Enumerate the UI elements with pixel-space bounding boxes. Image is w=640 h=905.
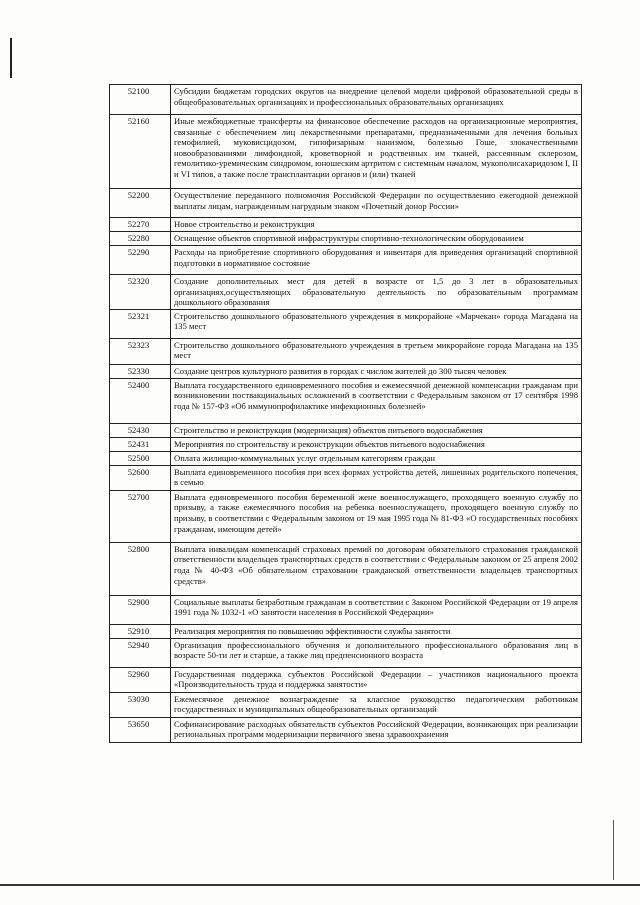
row-code: 52940 xyxy=(110,638,171,667)
table-row xyxy=(110,692,582,717)
budget-codes-table xyxy=(109,84,582,743)
row-description: Софинансирование расходных обязательств субъектов Российской Федерации, возникающих при реализации региональных программ модернизации первичного звена здравоохранения xyxy=(171,717,582,742)
table-row xyxy=(110,378,582,423)
row-code: 52500 xyxy=(110,451,171,465)
table-row xyxy=(110,423,582,437)
row-description: Создание центров культурного развития в городах с числом жителей до 300 тысяч человек xyxy=(171,364,582,378)
row-code: 52800 xyxy=(110,542,171,595)
table-row xyxy=(110,246,582,275)
row-code: 52321 xyxy=(110,309,171,338)
table-row xyxy=(110,624,582,638)
row-code: 52280 xyxy=(110,232,171,246)
row-description: Иные межбюджетные трансферты на финансовое обеспечение расходов на организационные мероприятия, связанные с обеспечением лиц лекарственными препаратами, предназначенными для лечения больных гемофилией, муковисцидозом, гипофизарным нанизмом, болезнью Гоше, злокачественными новообразованиями лимфоидной, кроветворной и родственных им тканей, рассеянным склерозом, гемолитико-уремическим синдромом, юношеским артритом с системным началом, мукополисахаридозом I, II и VI типов, а также после трансплантации органов и (или) тканей xyxy=(171,115,582,189)
row-description: Социальные выплаты безработным гражданам в соответствии с Законом Российской Федерации от 19 апреля 1991 года № 1032-1 «О занятости населения в Российской Федерации» xyxy=(171,595,582,624)
table-row xyxy=(110,451,582,465)
table-row xyxy=(110,364,582,378)
table-row xyxy=(110,638,582,667)
table-row xyxy=(110,595,582,624)
scan-edge-line xyxy=(613,820,614,880)
table-row xyxy=(110,275,582,310)
row-description: Ежемесячное денежное вознаграждение за классное руководство педагогическим работникам государственных и муниципальных общеобразовательных организаций xyxy=(171,692,582,717)
row-code: 52910 xyxy=(110,624,171,638)
row-code: 52160 xyxy=(110,115,171,189)
row-description: Строительство и реконструкция (модернизация) объектов питьевого водоснабжения xyxy=(171,423,582,437)
table-row xyxy=(110,542,582,595)
table-row xyxy=(110,85,582,115)
row-code: 52323 xyxy=(110,338,171,364)
table-row xyxy=(110,218,582,232)
table-row xyxy=(110,717,582,742)
row-code: 52700 xyxy=(110,490,171,542)
row-description: Реализация мероприятия по повышению эффективности службы занятости xyxy=(171,624,582,638)
table-row xyxy=(110,115,582,189)
table-row xyxy=(110,309,582,338)
row-code: 52200 xyxy=(110,189,171,218)
row-description: Мероприятия по строительству и реконструкции объектов питьевого водоснабжения xyxy=(171,437,582,451)
row-description: Выплата инвалидам компенсаций страховых премий по договорам обязательного страхования гражданской ответственности владельцев транспортных средств в соответствии с Федеральным законом от 25 апреля 2002 года № 40-ФЗ «Об обязательном страховании гражданской ответственности владельцев транспортных средств» xyxy=(171,542,582,595)
row-description: Государственная поддержка субъектов Российской Федерации – участников национального проекта «Производительность труда и поддержка занятости» xyxy=(171,667,582,692)
row-description: Организация профессионального обучения и дополнительного профессионального образования лиц в возрасте 50-ти лет и старше, а также лиц предпенсионного возраста xyxy=(171,638,582,667)
row-code: 52900 xyxy=(110,595,171,624)
row-description: Выплата единовременного пособия при всех формах устройства детей, лишенных родительского попечения, в семью xyxy=(171,465,582,490)
row-code: 52430 xyxy=(110,423,171,437)
row-description: Создание дополнительных мест для детей в возрасте от 1,5 до 3 лет в образовательных организациях,осуществляющих образовательную деятельность по образовательным программам дошкольного образования xyxy=(171,275,582,310)
table-row xyxy=(110,490,582,542)
row-description: Оплата жилищно-коммунальных услуг отдельным категориям граждан xyxy=(171,451,582,465)
table-row xyxy=(110,667,582,692)
table-row xyxy=(110,338,582,364)
row-description: Оснащение объектов спортивной инфраструктуры спортивно-технологическим оборудованием xyxy=(171,232,582,246)
row-description: Осуществление переданного полномочия Российской Федерации по осуществлению ежегодной денежной выплаты лицам, награжденным нагрудным знаком «Почетный донор России» xyxy=(171,189,582,218)
row-code: 52270 xyxy=(110,218,171,232)
row-description: Выплата государственного единовременного пособия и ежемесячной денежной компенсации гражданам при возникновении поствакцинальных осложнений в соответствии с Федеральным законом от 17 сентября 1998 года № 157-ФЗ «Об иммунопрофилактике инфекционных болезней» xyxy=(171,378,582,423)
table-row xyxy=(110,189,582,218)
row-description: Строительство дошкольного образовательного учреждения в микрорайоне «Марчекан» города Магадана на 135 мест xyxy=(171,309,582,338)
row-code: 52431 xyxy=(110,437,171,451)
row-code: 52330 xyxy=(110,364,171,378)
table-row xyxy=(110,437,582,451)
row-description: Новое строительство и реконструкция xyxy=(171,218,582,232)
row-code: 52400 xyxy=(110,378,171,423)
scan-bottom-line xyxy=(0,884,640,886)
row-description: Выплата единовременного пособия беременной жене военнослужащего, проходящего военную службу по призыву, а также ежемесячного пособия на ребенка военнослужащего, проходящего военную службу по призыву, в соответствии с Федеральным законом от 19 мая 1995 года № 81-ФЗ «О государственных пособиях гражданам, имеющим детей» xyxy=(171,490,582,542)
row-code: 52290 xyxy=(110,246,171,275)
row-code: 52600 xyxy=(110,465,171,490)
row-code: 53650 xyxy=(110,717,171,742)
scan-margin-mark xyxy=(10,38,12,78)
row-code: 53030 xyxy=(110,692,171,717)
row-code: 52960 xyxy=(110,667,171,692)
table-row xyxy=(110,465,582,490)
row-description: Субсидии бюджетам городских округов на внедрение целевой модели цифровой образовательной среды в общеобразовательных организациях и профессиональных образовательных организациях xyxy=(171,85,582,115)
row-code: 52100 xyxy=(110,85,171,115)
row-code: 52320 xyxy=(110,275,171,310)
table-row xyxy=(110,232,582,246)
row-description: Строительство дошкольного образовательного учреждения в третьем микрорайоне города Магадана на 135 мест xyxy=(171,338,582,364)
row-description: Расходы на приобретение спортивного оборудования и инвентаря для приведения организаций спортивной подготовки в нормативное состояние xyxy=(171,246,582,275)
table-body xyxy=(110,85,582,743)
